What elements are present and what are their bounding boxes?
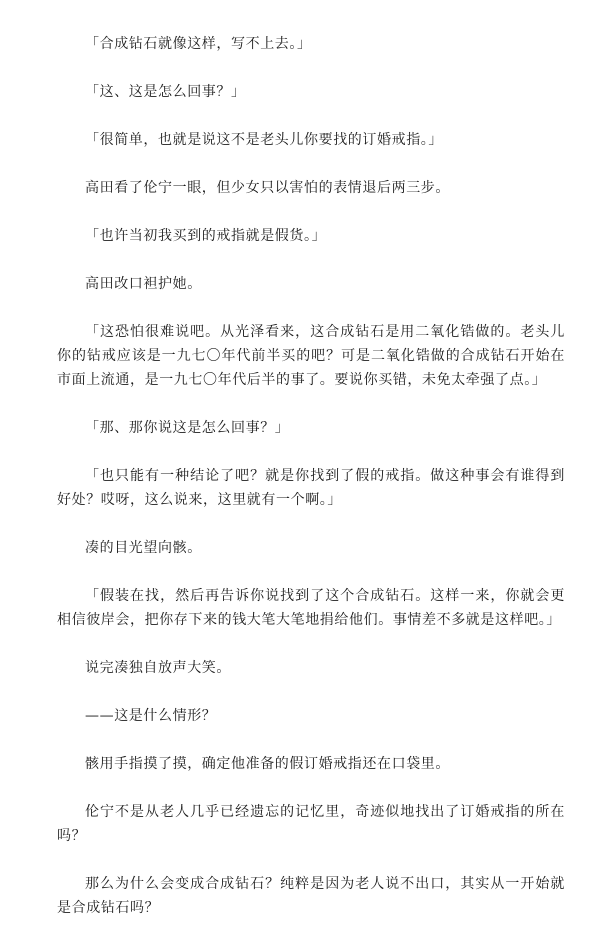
paragraph-8: 「那、那你说这是怎么回事？」: [85, 420, 290, 436]
paragraph-3: 「很简单，也就是说这不是老头儿你要找的订婚戒指。」: [85, 132, 443, 148]
paragraph-12: 说完凑独自放声大笑。: [85, 660, 231, 676]
paragraph-16: 那么为什么会变成合成钻石？纯粹是因为老人说不出口，其实从一开始就是合成钻石吗？: [57, 876, 565, 916]
page-body: [57, 32, 565, 944]
paragraph-15: 伦宁不是从老人几乎已经遗忘的记忆里，奇迹似地找出了订婚戒指的所在吗？: [57, 804, 565, 844]
paragraph-5: 「也许当初我买到的戒指就是假货。」: [85, 228, 327, 244]
paragraph-7: 「这恐怕很难说吧。从光泽看来，这合成钻石是用二氧化锆做的。老头儿你的钻戒应该是一九七〇年代前半买的吧？可是二氧化锆做的合成钻石开始在市面上流通，是一九七〇年代后半的事了。要说你买错，未免太牵强了点。」: [57, 324, 565, 388]
paragraph-9: 「也只能有一种结论了吧？就是你找到了假的戒指。做这种事会有谁得到好处？哎呀，这么说来，这里就有一个啊。」: [57, 468, 565, 508]
paragraph-13: ——这是什么情形？: [85, 708, 217, 724]
paragraph-6: 高田改口袒护她。: [85, 276, 202, 292]
paragraph-11: 「假装在找，然后再告诉你说找到了这个合成钻石。这样一来，你就会更相信彼岸会，把你存下来的钱大笔大笔地捐给他们。事情差不多就是这样吧。」: [57, 588, 565, 628]
paragraph-2: 「这、这是怎么回事？」: [85, 84, 246, 100]
paragraph-10: 凑的目光望向骸。: [85, 540, 202, 556]
paragraph-4: 高田看了伦宁一眼，但少女只以害怕的表情退后两三步。: [85, 180, 450, 196]
paragraph-1: 「合成钻石就像这样，写不上去。」: [85, 36, 312, 52]
paragraph-14: 骸用手指摸了摸，确定他准备的假订婚戒指还在口袋里。: [85, 756, 450, 772]
